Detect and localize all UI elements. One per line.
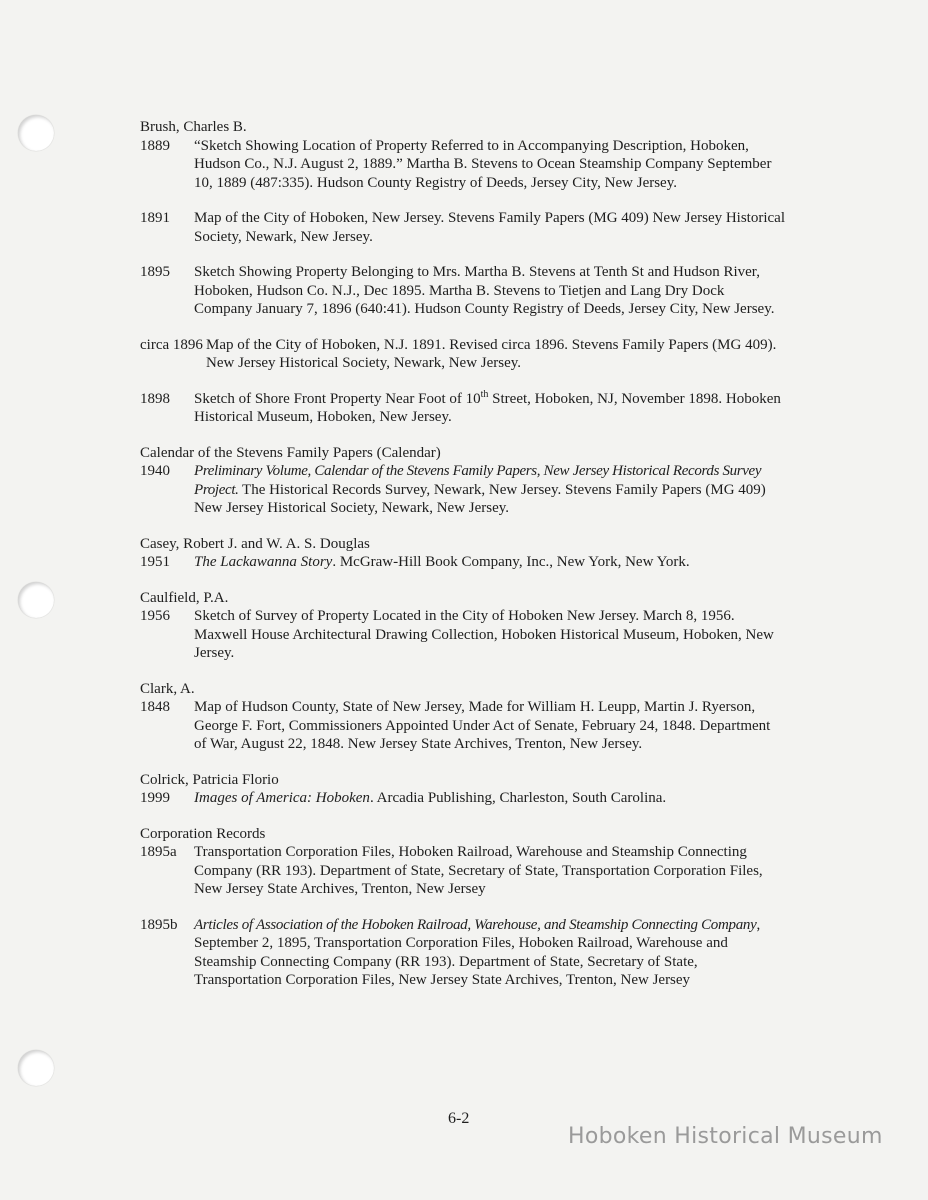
bibliography-entry — [140, 589, 785, 663]
bibliography-entry — [140, 535, 785, 572]
bibliography-list — [140, 118, 785, 1007]
bibliography-entry — [140, 118, 785, 427]
binder-hole — [18, 115, 54, 151]
entry-item — [140, 698, 785, 754]
entry-text: Map of the City of Hoboken, N.J. 1891. Revised circa 1896. Stevens Family Papers (MG 409). New Jersey Historical Society, Newark, New Jersey. — [206, 336, 777, 371]
entry-year: circa 1896 — [140, 336, 203, 353]
page-number: 6-2 — [448, 1110, 470, 1127]
entry-text — [194, 462, 785, 518]
entry-title: The Lackawanna Story — [194, 554, 333, 570]
entry-text — [194, 916, 785, 990]
entry-item — [140, 209, 785, 246]
entry-item — [140, 462, 785, 518]
museum-watermark: Hoboken Historical Museum — [568, 1124, 883, 1149]
entry-title: Articles of Association of the Hoboken Railroad, Warehouse, and Steamship Connecting Company — [194, 916, 757, 933]
entry-author: Colrick, Patricia Florio — [140, 771, 279, 788]
entry-year: 1898 — [140, 390, 170, 407]
bibliography-entry — [140, 680, 785, 754]
entry-text-part: Sketch of Shore Front Property Near Foot of 10 — [194, 390, 481, 407]
ordinal-suffix: th — [480, 388, 489, 400]
entry-author: Corporation Records — [140, 825, 266, 842]
entry-text-part: The Historical Records Survey, Newark, New Jersey. Stevens Family Papers (MG 409) New Jersey Historical Society, Newark, New Jersey. — [194, 481, 766, 516]
entry-item — [140, 390, 785, 427]
entry-text — [194, 390, 785, 427]
entry-author: Calendar of the Stevens Family Papers (Calendar) — [140, 444, 441, 461]
entry-year: 1895b — [140, 916, 178, 933]
entry-item — [140, 789, 785, 808]
entry-text-part: . Arcadia Publishing, Charleston, South Carolina. — [369, 790, 667, 806]
entry-year: 1895a — [140, 844, 177, 860]
entry-text-part: . McGraw-Hill Book Company, Inc., New York, New York. — [332, 554, 690, 570]
entry-author: Casey, Robert J. and W. A. S. Douglas — [140, 535, 370, 552]
binder-hole — [18, 582, 54, 618]
entry-text-part: Street, Hoboken, NJ, November 1898. Hoboken Historical Museum, Hoboken, New Jersey. — [194, 390, 781, 425]
entry-year: 1895 — [140, 264, 170, 280]
entry-item — [140, 137, 785, 193]
entry-year: 1848 — [140, 699, 170, 715]
entry-text-part: , September 2, 1895, Transportation Corporation Files, Hoboken Railroad, Warehouse and Steamship Connecting Company (RR 193). Department of State, Secretary of State, Transportation Corporation Files, New Jersey State Archives, Trenton, New Jersey — [194, 916, 761, 988]
entry-text — [194, 553, 785, 572]
binder-hole — [18, 1050, 54, 1086]
entry-text: Transportation Corporation Files, Hoboken Railroad, Warehouse and Steamship Connecting Company (RR 193). Department of State, Secretary of State, Transportation Corporation Files, New Jersey State Archives, Trenton, New Jersey — [194, 844, 763, 897]
entry-author: Caulfield, P.A. — [140, 589, 229, 606]
entry-item — [140, 916, 785, 990]
entry-text: Sketch of Survey of Property Located in the City of Hoboken New Jersey. March 8, 1956. Maxwell House Architectural Drawing Collection, Hoboken Historical Museum, Hoboken, New Jersey. — [194, 608, 774, 661]
bibliography-entry — [140, 825, 785, 990]
entry-year: 1891 — [140, 210, 170, 226]
entry-item — [140, 263, 785, 319]
entry-text: Map of the City of Hoboken, New Jersey. Stevens Family Papers (MG 409) New Jersey Historical Society, Newark, New Jersey. — [194, 210, 785, 245]
bibliography-entry — [140, 771, 785, 808]
entry-item — [140, 553, 785, 572]
entry-title: Preliminary Volume, Calendar of the Stevens Family Papers, New Jersey Historical Records Survey Project. — [194, 463, 762, 498]
entry-title: Images of America: Hoboken — [194, 790, 370, 806]
entry-year: 1999 — [140, 790, 170, 806]
entry-text: Map of Hudson County, State of New Jersey, Made for William H. Leupp, Martin J. Ryerson, George F. Fort, Commissioners Appointed Under Act of Senate, February 24, 1848. Department of War, August 22, 1848. New Jersey State Archives, Trenton, New Jersey. — [194, 699, 771, 752]
entry-year: 1956 — [140, 608, 170, 624]
entry-item — [140, 336, 785, 373]
entry-text — [194, 789, 785, 808]
entry-text: “Sketch Showing Location of Property Referred to in Accompanying Description, Hoboken, Hudson Co., N.J. August 2, 1889.” Martha B. Stevens to Ocean Steamship Company September 10, 1889 (487:335). Hudson County Registry of Deeds, Jersey City, New Jersey. — [194, 137, 772, 191]
entry-author: Clark, A. — [140, 680, 195, 697]
entry-year: 1951 — [140, 554, 170, 570]
entry-author: Brush, Charles B. — [140, 119, 247, 135]
entry-year: 1889 — [140, 137, 170, 154]
bibliography-entry — [140, 444, 785, 518]
entry-item — [140, 843, 785, 899]
entry-year: 1940 — [140, 463, 170, 479]
entry-text: Sketch Showing Property Belonging to Mrs. Martha B. Stevens at Tenth St and Hudson River, Hoboken, Hudson Co. N.J., Dec 1895. Martha B. Stevens to Tietjen and Lang Dry Dock Company January 7, 1896 (640:41). Hudson County Registry of Deeds, Jersey City, New Jersey. — [194, 264, 775, 317]
entry-item — [140, 607, 785, 663]
